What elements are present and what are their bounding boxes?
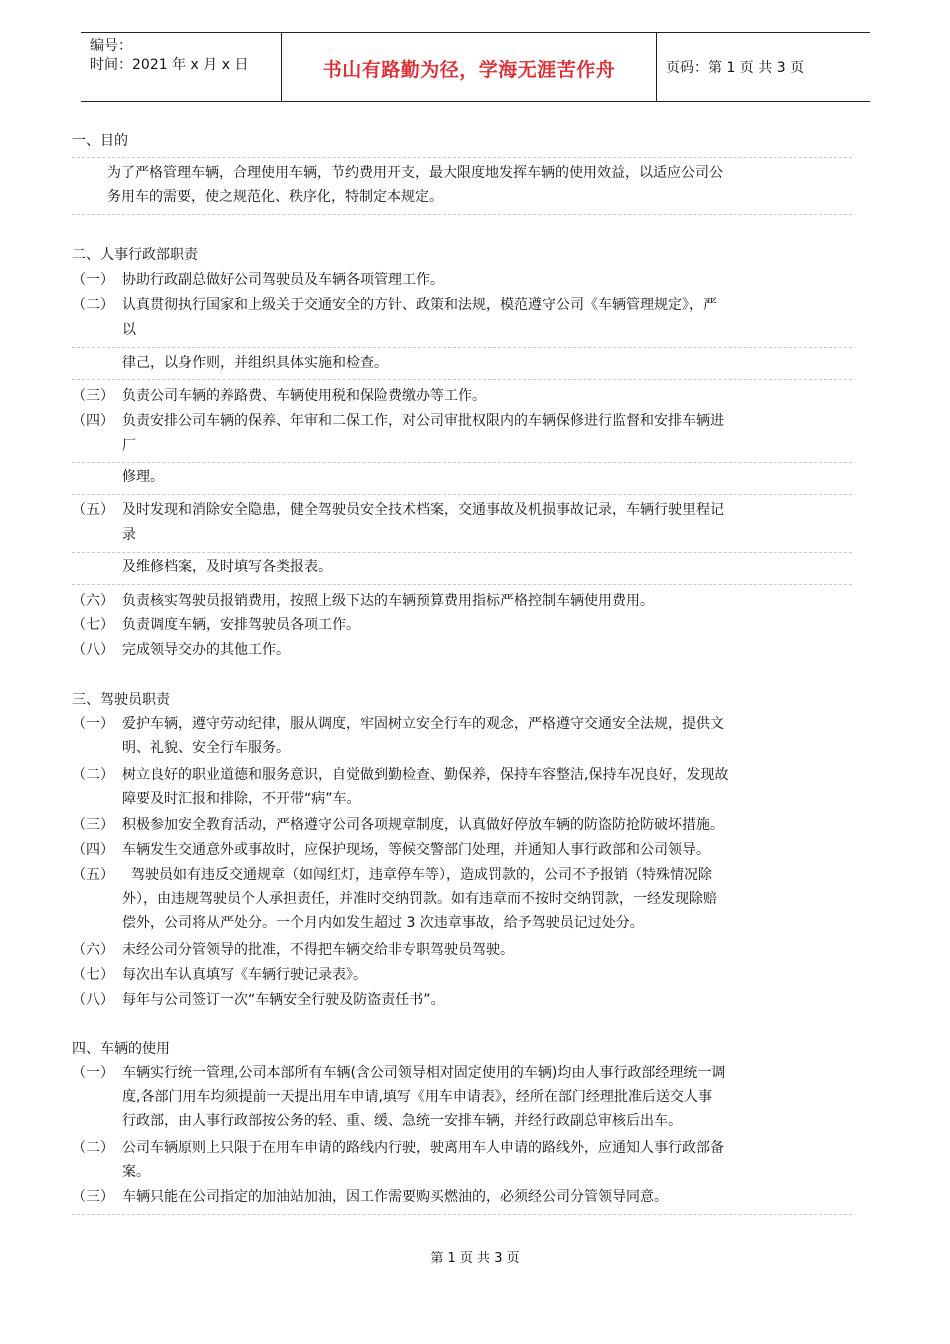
list-item-text: 树立良好的职业道德和服务意识，自觉做到勤检查、勤保养，保持车容整洁,保持车况良好，发现故 xyxy=(122,767,729,783)
list-item-label: （六） xyxy=(72,593,114,609)
divider xyxy=(72,494,852,495)
list-item-text: 车辆只能在公司指定的加油站加油，因工作需要购买燃油的，必须经公司分管领导同意。 xyxy=(122,1189,668,1205)
list-item-text: 负责核实驾驶员报销费用，按照上级下达的车辆预算费用指标严格控制车辆使用费用。 xyxy=(122,593,654,609)
list-item-label: （七） xyxy=(72,967,114,983)
list-item-text: 车辆实行统一管理,公司本部所有车辆(含公司领导相对固定使用的车辆)均由人事行政部经理统一调 xyxy=(122,1065,726,1081)
list-item-text: 录 xyxy=(122,527,136,543)
list-item-text: 及维修档案，及时填写各类报表。 xyxy=(122,559,332,575)
divider xyxy=(72,552,852,553)
list-item-label: （三） xyxy=(72,388,114,404)
list-item-text: 每年与公司签订一次“车辆安全行驶及防盗责任书”。 xyxy=(122,992,445,1008)
list-item-label: （一） xyxy=(72,716,114,732)
section-title: 一、目的 xyxy=(72,133,128,149)
list-item-label: （七） xyxy=(72,617,114,633)
list-item-text: 完成领导交办的其他工作。 xyxy=(122,642,290,658)
header-motto: 书山有路勤为径，学海无涯苦作舟 xyxy=(322,59,616,81)
header-page-info: 页码：第 1 页 共 3 页 xyxy=(666,60,805,76)
list-item-text: 及时发现和消除安全隐患，健全驾驶员安全技术档案，交通事故及机损事故记录，车辆行驶里程记 xyxy=(122,502,724,518)
list-item-text: 外），由违规驾驶员个人承担责任，并准时交纳罚款。如有违章而不按时交纳罚款，一经发现除赔 xyxy=(122,891,717,907)
list-item-text: 负责调度车辆，安排驾驶员各项工作。 xyxy=(122,617,360,633)
list-item-text: 负责安排公司车辆的保养、年审和二保工作，对公司审批权限内的车辆保修进行监督和安排车辆进 xyxy=(122,413,724,429)
list-item-text: 偿外，公司将从严处分。一个月内如发生超过 3 次违章事故，给予驾驶员记过处分。 xyxy=(122,915,644,931)
page-footer: 第 1 页 共 3 页 xyxy=(430,1251,520,1266)
list-item-text: 爱护车辆，遵守劳动纪律，服从调度，牢固树立安全行车的观念，严格遵守交通安全法规，提供文 xyxy=(122,716,724,732)
divider xyxy=(72,214,852,215)
list-item-text: 车辆发生交通意外或事故时，应保护现场，等候交警部门处理，并通知人事行政部和公司领导。 xyxy=(122,842,710,858)
list-item-text: 认真贯彻执行国家和上级关于交通安全的方针、政策和法规，模范遵守公司《车辆管理规定》，严 xyxy=(122,297,717,313)
list-item-text: 负责公司车辆的养路费、车辆使用税和保险费缴办等工作。 xyxy=(122,388,486,404)
list-item-label: （八） xyxy=(72,992,114,1008)
list-item-label: （五） xyxy=(72,502,114,518)
section-title: 三、驾驶员职责 xyxy=(72,692,170,708)
paragraph-line: 务用车的需要，使之规范化、秩序化，特制定本规定。 xyxy=(107,189,443,205)
list-item-text: 公司车辆原则上只限于在用车申请的路线内行驶，驶离用车人申请的路线外，应通知人事行政部备 xyxy=(122,1140,724,1156)
divider xyxy=(72,584,852,585)
list-item-label: （一） xyxy=(72,1065,114,1081)
list-item-label: （四） xyxy=(72,413,114,429)
list-item-text: 律己，以身作则，并组织具体实施和检查。 xyxy=(122,355,388,371)
list-item-label: （四） xyxy=(72,842,114,858)
list-item-text: 每次出车认真填写《车辆行驶记录表》。 xyxy=(122,967,367,983)
section-title: 二、人事行政部职责 xyxy=(72,247,198,263)
list-item-label: （二） xyxy=(72,767,114,783)
list-item-text: 以 xyxy=(122,322,136,338)
divider xyxy=(72,462,852,463)
list-item-text: 障要及时汇报和排除，不开带“病”车。 xyxy=(122,791,361,807)
list-item-label: （八） xyxy=(72,642,114,658)
divider xyxy=(72,347,852,348)
list-item-text: 修理。 xyxy=(122,469,164,485)
list-item-label: （六） xyxy=(72,942,114,958)
divider xyxy=(72,379,852,380)
list-item-label: （一） xyxy=(72,272,114,288)
list-item-text: 积极参加安全教育活动，严格遵守公司各项规章制度，认真做好停放车辆的防盗防抢防破坏措施。 xyxy=(122,817,724,833)
divider xyxy=(72,157,852,158)
list-item-text: 度,各部门用车均须提前一天提出用车申请,填写《用车申请表》，经所在部门经理批准后送交人事 xyxy=(122,1089,712,1105)
list-item-label: （五） xyxy=(72,867,114,883)
list-item-text: 驾驶员如有违反交通规章（如闯红灯，违章停车等），造成罚款的，公司不予报销（特殊情况除 xyxy=(131,867,712,883)
list-item-text: 案。 xyxy=(122,1164,150,1180)
paragraph-line: 为了严格管理车辆，合理使用车辆，节约费用开支，最大限度地发挥车辆的使用效益，以适应公司公 xyxy=(107,165,723,181)
document-number-label: 编号： xyxy=(90,38,132,54)
list-item-label: （三） xyxy=(72,817,114,833)
section-title: 四、车辆的使用 xyxy=(72,1041,170,1057)
list-item-text: 协助行政副总做好公司驾驶员及车辆各项管理工作。 xyxy=(122,272,444,288)
list-item-text: 明、礼貌、安全行车服务。 xyxy=(122,740,290,756)
list-item-label: （二） xyxy=(72,297,114,313)
document-time-label: 时间：2021 年 x 月 x 日 xyxy=(90,57,249,73)
list-item-text: 未经公司分管领导的批准，不得把车辆交给非专职驾驶员驾驶。 xyxy=(122,942,514,958)
list-item-text: 行政部，由人事行政部按公务的轻、重、缓、急统一安排车辆，并经行政副总审核后出车。 xyxy=(122,1113,682,1129)
list-item-text: 厂 xyxy=(122,438,136,454)
list-item-label: （三） xyxy=(72,1189,114,1205)
list-item-label: （二） xyxy=(72,1140,114,1156)
divider xyxy=(72,1214,852,1215)
